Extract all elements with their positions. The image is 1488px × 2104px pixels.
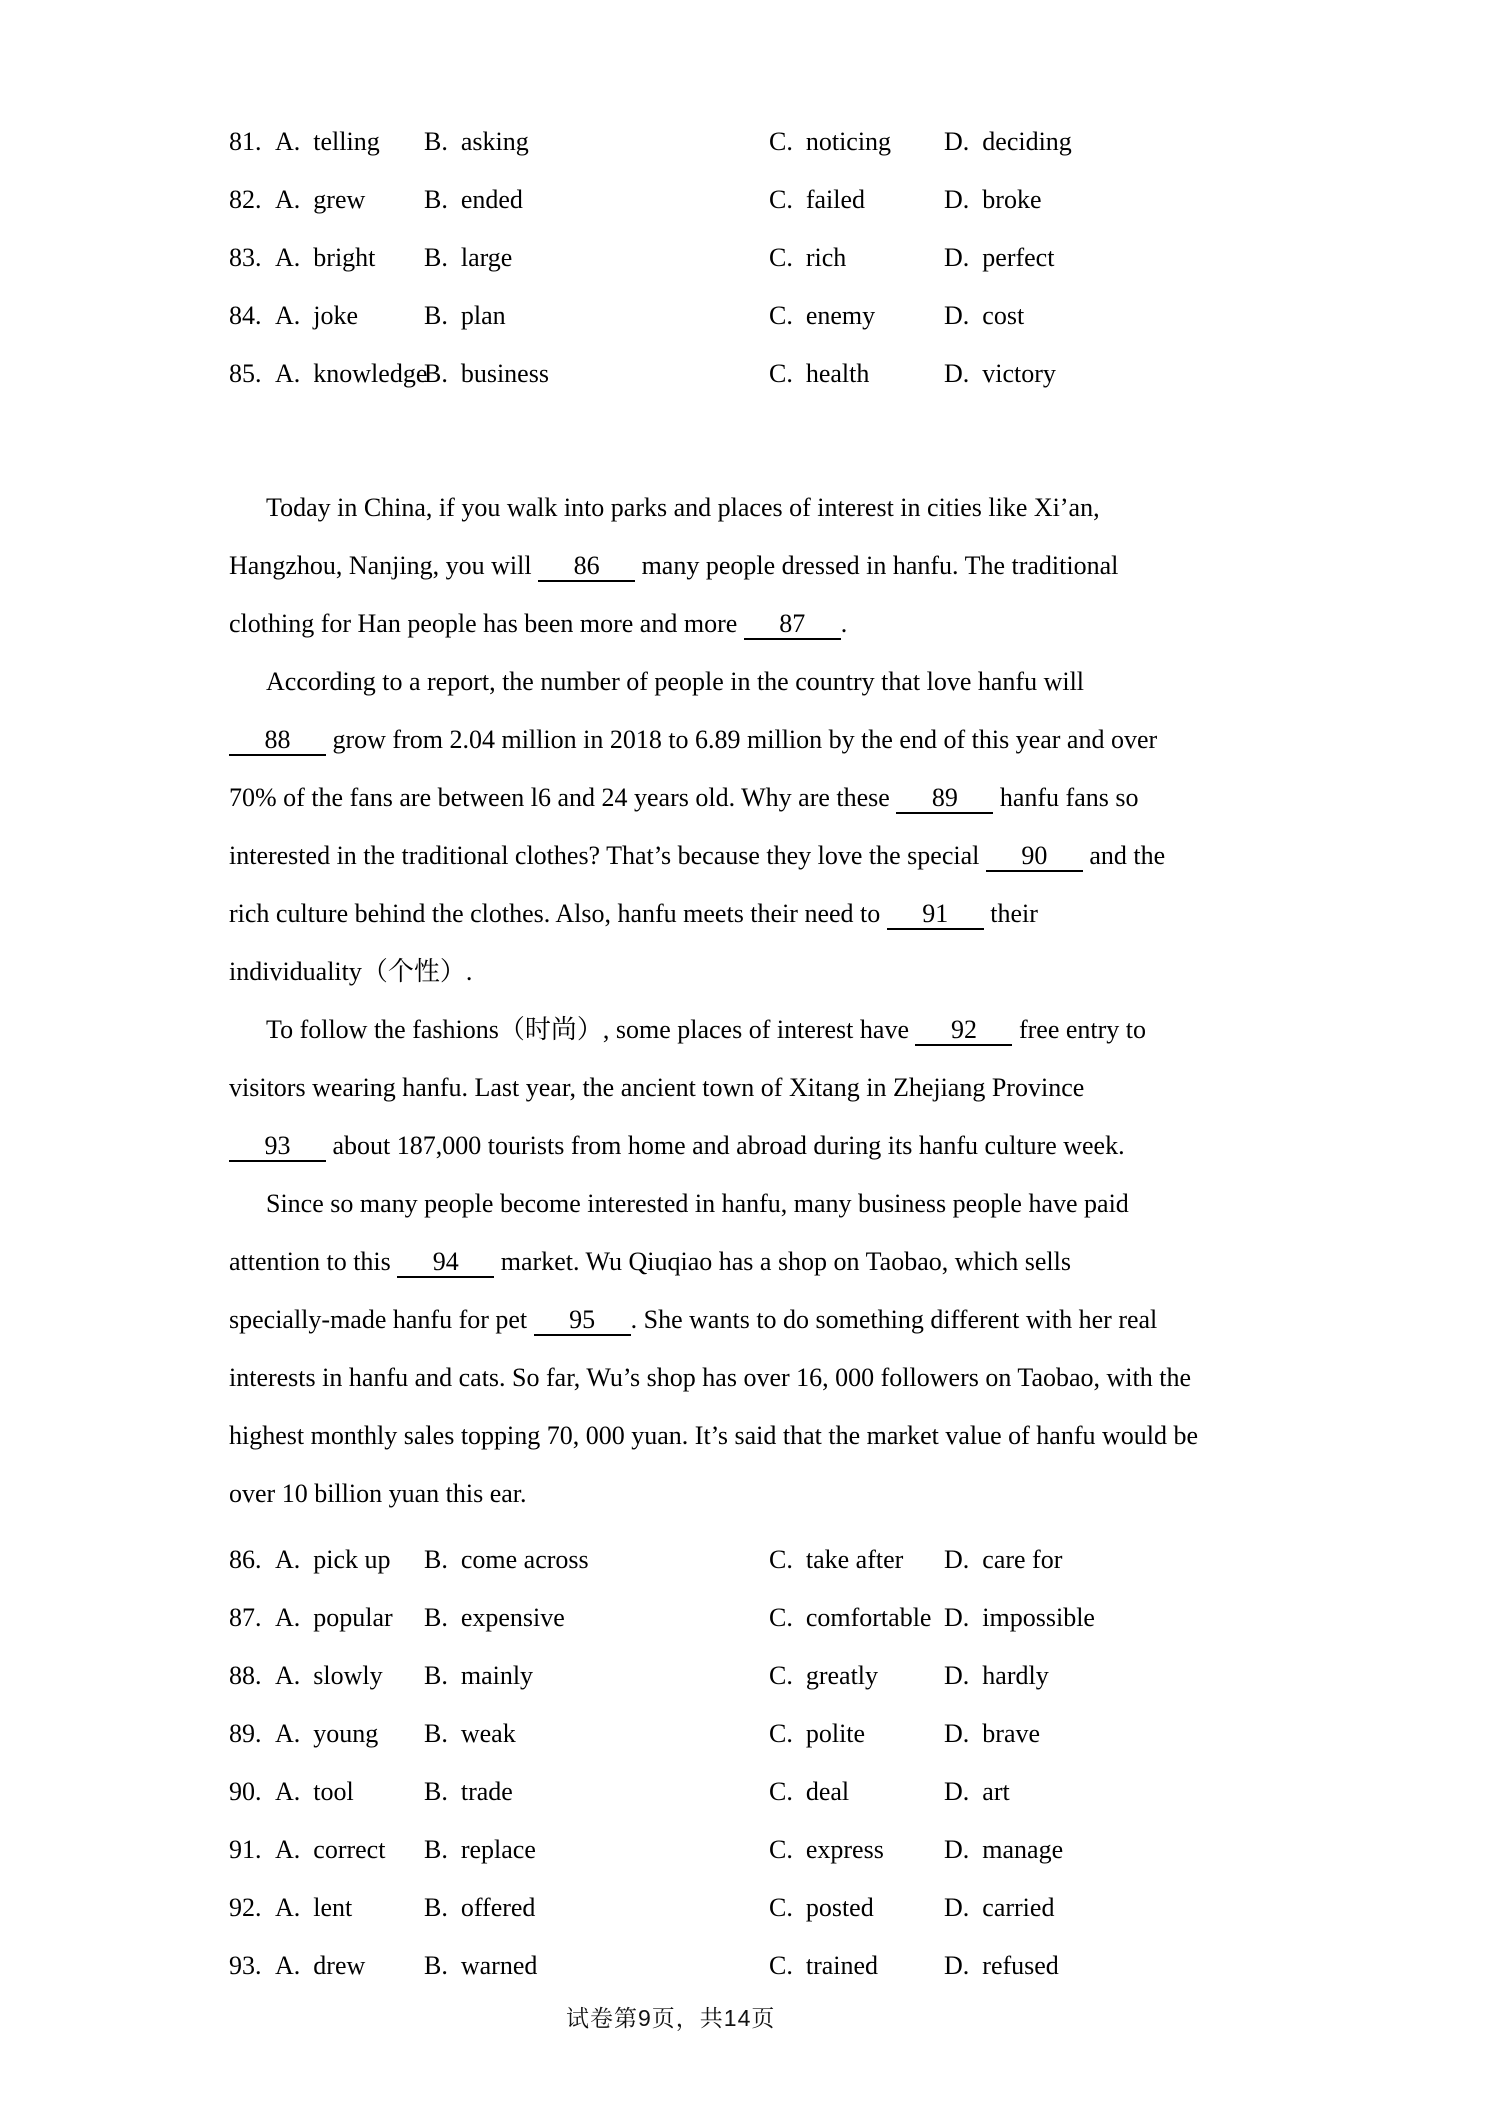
option-letter: D. bbox=[944, 1661, 970, 1690]
option-text: expensive bbox=[460, 1603, 565, 1632]
passage-text: Since so many people become interested in hanfu, many business people have paid bbox=[266, 1189, 1129, 1218]
passage-line bbox=[229, 1059, 1305, 1117]
option-letter: A. bbox=[275, 243, 301, 272]
option-text: health bbox=[805, 359, 870, 388]
passage-text: clothing for Han people has been more and more bbox=[229, 609, 744, 638]
option-letter: A. bbox=[275, 1661, 301, 1690]
question-number: 83. bbox=[229, 243, 262, 272]
option-c bbox=[769, 1763, 944, 1821]
option-text: art bbox=[982, 1777, 1010, 1806]
cloze-blank-90: 90 bbox=[986, 842, 1083, 872]
option-text: polite bbox=[805, 1719, 866, 1748]
passage-text: free entry to bbox=[1012, 1015, 1147, 1044]
option-letter: B. bbox=[424, 243, 448, 272]
option-c bbox=[769, 113, 944, 171]
option-text: carried bbox=[982, 1893, 1055, 1922]
option-letter: D. bbox=[944, 243, 970, 272]
option-text: joke bbox=[313, 301, 359, 330]
option-letter: B. bbox=[424, 1545, 448, 1574]
option-letter: B. bbox=[424, 1719, 448, 1748]
option-text: tool bbox=[313, 1777, 354, 1806]
option-text: weak bbox=[460, 1719, 516, 1748]
option-a bbox=[275, 113, 424, 171]
option-d bbox=[944, 113, 1305, 171]
option-c bbox=[769, 1821, 944, 1879]
option-text: ended bbox=[460, 185, 523, 214]
option-letter: A. bbox=[275, 127, 301, 156]
passage-text: interests in hanfu and cats. So far, Wu’s shop has over 16, 000 followers on Taobao, with the bbox=[229, 1363, 1192, 1392]
option-text: trade bbox=[460, 1777, 513, 1806]
passage-text: Today in China, if you walk into parks and places of interest in cities like Xi’an, bbox=[266, 493, 1100, 522]
passage-text: about 187,000 tourists from home and abroad during its hanfu culture week. bbox=[326, 1131, 1125, 1160]
option-c bbox=[769, 1531, 944, 1589]
option-d bbox=[944, 1705, 1305, 1763]
passage-text: many people dressed in hanfu. The traditional bbox=[635, 551, 1119, 580]
question-number: 89. bbox=[229, 1719, 262, 1748]
option-a bbox=[275, 1589, 424, 1647]
option-a bbox=[275, 1531, 424, 1589]
option-text: correct bbox=[313, 1835, 386, 1864]
option-d bbox=[944, 1531, 1305, 1589]
passage-text: . She wants to do something different with her real bbox=[630, 1305, 1158, 1334]
option-letter: A. bbox=[275, 359, 301, 388]
option-text: mainly bbox=[460, 1661, 534, 1690]
option-text: large bbox=[460, 243, 513, 272]
option-letter: D. bbox=[944, 1545, 970, 1574]
option-letter: B. bbox=[424, 301, 448, 330]
passage-line bbox=[229, 537, 1305, 595]
option-d bbox=[944, 1937, 1305, 1995]
passage-line bbox=[229, 1407, 1305, 1465]
option-text: rich bbox=[805, 243, 847, 272]
option-letter: A. bbox=[275, 301, 301, 330]
option-text: offered bbox=[460, 1893, 536, 1922]
option-letter: D. bbox=[944, 1777, 970, 1806]
passage-line bbox=[229, 1175, 1305, 1233]
question-number: 91. bbox=[229, 1835, 262, 1864]
passage-text: market. Wu Qiuqiao has a shop on Taobao, which sells bbox=[494, 1247, 1072, 1276]
question-number: 85. bbox=[229, 359, 262, 388]
cloze-blank-93: 93 bbox=[229, 1132, 326, 1162]
option-b bbox=[424, 171, 769, 229]
option-letter: A. bbox=[275, 1545, 301, 1574]
question-number: 86. bbox=[229, 1545, 262, 1574]
passage-line bbox=[229, 1465, 1305, 1523]
cloze-blank-91: 91 bbox=[887, 900, 984, 930]
cloze-blank-92: 92 bbox=[915, 1016, 1012, 1046]
cloze-blank-89: 89 bbox=[896, 784, 993, 814]
option-text: grew bbox=[313, 185, 366, 214]
passage-text: hanfu fans so bbox=[993, 783, 1139, 812]
option-letter: C. bbox=[769, 1777, 793, 1806]
option-c bbox=[769, 287, 944, 345]
options-row bbox=[229, 1647, 1305, 1705]
option-letter: B. bbox=[424, 1603, 448, 1632]
option-b bbox=[424, 1821, 769, 1879]
passage-text: 70% of the fans are between l6 and 24 years old. Why are these bbox=[229, 783, 897, 812]
option-text: young bbox=[313, 1719, 379, 1748]
options-row bbox=[229, 171, 1305, 229]
option-letter: D. bbox=[944, 1951, 970, 1980]
option-letter: C. bbox=[769, 127, 793, 156]
option-letter: C. bbox=[769, 185, 793, 214]
option-text: drew bbox=[313, 1951, 366, 1980]
option-b bbox=[424, 345, 769, 403]
passage-text: According to a report, the number of people in the country that love hanfu will bbox=[266, 667, 1085, 696]
option-letter: A. bbox=[275, 1719, 301, 1748]
options-block-81-85 bbox=[229, 113, 1305, 403]
option-text: greatly bbox=[805, 1661, 879, 1690]
question-number: 87. bbox=[229, 1603, 262, 1632]
option-letter: C. bbox=[769, 359, 793, 388]
option-letter: C. bbox=[769, 1661, 793, 1690]
option-b bbox=[424, 113, 769, 171]
option-text: cost bbox=[982, 301, 1025, 330]
option-c bbox=[769, 229, 944, 287]
passage-text: and the bbox=[1082, 841, 1166, 870]
option-text: business bbox=[460, 359, 549, 388]
options-block-86-93 bbox=[229, 1531, 1305, 1995]
option-a bbox=[275, 1763, 424, 1821]
option-letter: A. bbox=[275, 185, 301, 214]
option-letter: B. bbox=[424, 1835, 448, 1864]
option-letter: D. bbox=[944, 1603, 970, 1632]
option-d bbox=[944, 171, 1305, 229]
option-a bbox=[275, 1937, 424, 1995]
option-b bbox=[424, 287, 769, 345]
question-number: 93. bbox=[229, 1951, 262, 1980]
option-text: telling bbox=[313, 127, 380, 156]
option-letter: B. bbox=[424, 1777, 448, 1806]
option-d bbox=[944, 229, 1305, 287]
option-c bbox=[769, 1879, 944, 1937]
page-content bbox=[229, 113, 1305, 1995]
option-text: knowledge bbox=[313, 359, 428, 388]
passage-text: their bbox=[983, 899, 1038, 928]
option-text: posted bbox=[805, 1893, 874, 1922]
option-c bbox=[769, 1937, 944, 1995]
option-b bbox=[424, 229, 769, 287]
option-text: lent bbox=[313, 1893, 353, 1922]
option-d bbox=[944, 1821, 1305, 1879]
passage-line bbox=[229, 1233, 1305, 1291]
option-b bbox=[424, 1531, 769, 1589]
option-a bbox=[275, 1647, 424, 1705]
option-letter: B. bbox=[424, 127, 448, 156]
option-text: deal bbox=[805, 1777, 850, 1806]
options-row bbox=[229, 345, 1305, 403]
cloze-blank-88: 88 bbox=[229, 726, 326, 756]
option-text: manage bbox=[982, 1835, 1064, 1864]
option-c bbox=[769, 1589, 944, 1647]
option-letter: D. bbox=[944, 127, 970, 156]
option-text: popular bbox=[313, 1603, 393, 1632]
passage-line bbox=[229, 1001, 1305, 1059]
passage-line bbox=[229, 479, 1305, 537]
page-footer: 试卷第9页，共14页 bbox=[566, 2005, 776, 2031]
option-b bbox=[424, 1589, 769, 1647]
option-text: noticing bbox=[805, 127, 892, 156]
option-a bbox=[275, 345, 428, 403]
option-letter: B. bbox=[424, 185, 448, 214]
options-row bbox=[229, 1705, 1305, 1763]
option-a bbox=[275, 287, 424, 345]
option-d bbox=[944, 345, 1305, 403]
options-row bbox=[229, 1531, 1305, 1589]
option-text: perfect bbox=[982, 243, 1055, 272]
passage-line bbox=[229, 595, 1305, 653]
option-b bbox=[424, 1705, 769, 1763]
option-d bbox=[944, 287, 1305, 345]
option-text: impossible bbox=[982, 1603, 1095, 1632]
option-letter: A. bbox=[275, 1777, 301, 1806]
passage-text: attention to this bbox=[229, 1247, 398, 1276]
passage-text: rich culture behind the clothes. Also, hanfu meets their need to bbox=[229, 899, 887, 928]
passage-line bbox=[229, 769, 1305, 827]
option-letter: C. bbox=[769, 301, 793, 330]
option-letter: A. bbox=[275, 1893, 301, 1922]
cloze-blank-94: 94 bbox=[397, 1248, 494, 1278]
passage-text: over 10 billion yuan this ear. bbox=[229, 1479, 527, 1508]
option-letter: C. bbox=[769, 1545, 793, 1574]
option-text: broke bbox=[982, 185, 1042, 214]
options-row bbox=[229, 1821, 1305, 1879]
option-b bbox=[424, 1647, 769, 1705]
option-b bbox=[424, 1937, 769, 1995]
option-text: take after bbox=[805, 1545, 904, 1574]
option-text: hardly bbox=[982, 1661, 1049, 1690]
option-letter: A. bbox=[275, 1951, 301, 1980]
option-letter: C. bbox=[769, 243, 793, 272]
option-d bbox=[944, 1879, 1305, 1937]
passage-text: Hangzhou, Nanjing, you will bbox=[229, 551, 539, 580]
option-text: brave bbox=[982, 1719, 1041, 1748]
option-text: trained bbox=[805, 1951, 879, 1980]
option-letter: D. bbox=[944, 1835, 970, 1864]
passage-text: grow from 2.04 million in 2018 to 6.89 million by the end of this year and over bbox=[326, 725, 1158, 754]
option-b bbox=[424, 1879, 769, 1937]
option-d bbox=[944, 1589, 1305, 1647]
cloze-blank-86: 86 bbox=[538, 552, 635, 582]
option-text: replace bbox=[460, 1835, 536, 1864]
option-text: refused bbox=[982, 1951, 1059, 1980]
option-text: warned bbox=[460, 1951, 538, 1980]
option-text: enemy bbox=[805, 301, 876, 330]
cloze-blank-95: 95 bbox=[534, 1306, 631, 1336]
question-number: 84. bbox=[229, 301, 262, 330]
options-row bbox=[229, 287, 1305, 345]
option-c bbox=[769, 171, 944, 229]
options-row bbox=[229, 1763, 1305, 1821]
passage-text: . bbox=[840, 609, 848, 638]
option-d bbox=[944, 1763, 1305, 1821]
option-letter: D. bbox=[944, 1719, 970, 1748]
cloze-blank-87: 87 bbox=[744, 610, 841, 640]
option-text: victory bbox=[982, 359, 1056, 388]
option-letter: B. bbox=[424, 1893, 448, 1922]
question-number: 88. bbox=[229, 1661, 262, 1690]
option-letter: C. bbox=[769, 1893, 793, 1922]
option-text: plan bbox=[460, 301, 506, 330]
option-text: care for bbox=[982, 1545, 1063, 1574]
passage-text: visitors wearing hanfu. Last year, the ancient town of Xitang in Zhejiang Province bbox=[229, 1073, 1085, 1102]
options-row bbox=[229, 229, 1305, 287]
passage-text: highest monthly sales topping 70, 000 yuan. It’s said that the market value of hanfu would be bbox=[229, 1421, 1199, 1450]
options-row bbox=[229, 1879, 1305, 1937]
option-text: express bbox=[805, 1835, 884, 1864]
option-a bbox=[275, 1821, 424, 1879]
option-text: deciding bbox=[982, 127, 1072, 156]
option-a bbox=[275, 229, 424, 287]
option-c bbox=[769, 345, 944, 403]
option-c bbox=[769, 1705, 944, 1763]
option-letter: B. bbox=[424, 359, 448, 388]
passage-line bbox=[229, 1117, 1305, 1175]
option-text: pick up bbox=[313, 1545, 391, 1574]
passage-text: interested in the traditional clothes? That’s because they love the special bbox=[229, 841, 986, 870]
option-letter: C. bbox=[769, 1951, 793, 1980]
option-letter: D. bbox=[944, 359, 970, 388]
option-letter: D. bbox=[944, 1893, 970, 1922]
option-d bbox=[944, 1647, 1305, 1705]
option-letter: D. bbox=[944, 185, 970, 214]
passage-text: individuality（个性）. bbox=[229, 957, 473, 986]
option-letter: A. bbox=[275, 1603, 301, 1632]
option-a bbox=[275, 1705, 424, 1763]
option-text: come across bbox=[460, 1545, 589, 1574]
question-number: 82. bbox=[229, 185, 262, 214]
option-letter: C. bbox=[769, 1835, 793, 1864]
passage-line bbox=[229, 885, 1305, 943]
options-row bbox=[229, 1589, 1305, 1647]
option-letter: A. bbox=[275, 1835, 301, 1864]
option-c bbox=[769, 1647, 944, 1705]
passage-text: specially-made hanfu for pet bbox=[229, 1305, 534, 1334]
option-text: asking bbox=[460, 127, 529, 156]
option-a bbox=[275, 1879, 424, 1937]
passage-line bbox=[229, 1291, 1305, 1349]
option-letter: C. bbox=[769, 1603, 793, 1632]
passage-line bbox=[229, 653, 1305, 711]
options-row bbox=[229, 113, 1305, 171]
question-number: 90. bbox=[229, 1777, 262, 1806]
option-letter: B. bbox=[424, 1951, 448, 1980]
passage-line bbox=[229, 827, 1305, 885]
option-letter: D. bbox=[944, 301, 970, 330]
passage-line bbox=[229, 1349, 1305, 1407]
option-letter: B. bbox=[424, 1661, 448, 1690]
question-number: 81. bbox=[229, 127, 262, 156]
option-text: comfortable bbox=[805, 1603, 932, 1632]
passage-line bbox=[229, 943, 1305, 1001]
option-letter: C. bbox=[769, 1719, 793, 1748]
passage-line bbox=[229, 711, 1305, 769]
option-b bbox=[424, 1763, 769, 1821]
question-number: 92. bbox=[229, 1893, 262, 1922]
option-text: bright bbox=[313, 243, 376, 272]
options-row bbox=[229, 1937, 1305, 1995]
option-text: slowly bbox=[313, 1661, 383, 1690]
passage-text: To follow the fashions（时尚）, some places of interest have bbox=[266, 1015, 916, 1044]
cloze-passage bbox=[229, 479, 1305, 1523]
option-a bbox=[275, 171, 424, 229]
option-text: failed bbox=[805, 185, 866, 214]
